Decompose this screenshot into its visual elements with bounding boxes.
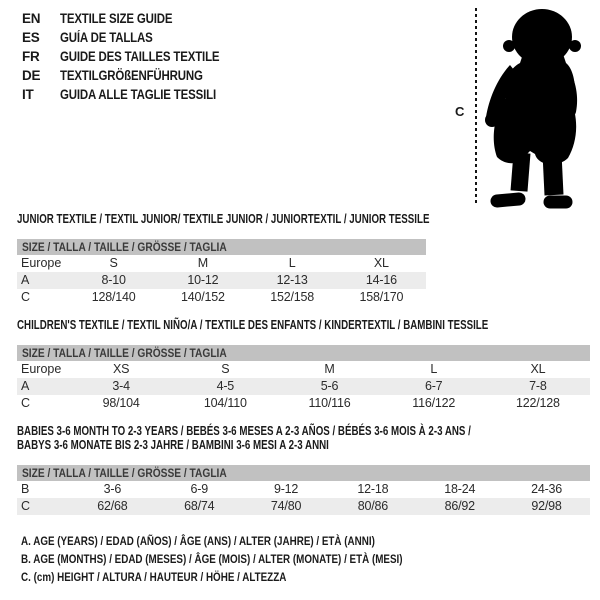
size-table-babies-textile [17, 424, 590, 515]
size-cell: 12-13 [276, 273, 308, 287]
table-row [17, 361, 590, 378]
size-cell: 18-24 [444, 482, 476, 496]
size-cell: 9-12 [273, 482, 299, 496]
note-line: A. AGE (YEARS) / EDAD (AÑOS) / ÂGE (ANS) / ALTER (JAHRE) / ETÀ (ANNI) [21, 534, 375, 548]
table-row [17, 378, 590, 395]
table-row [17, 481, 590, 498]
size-cell: XS [112, 362, 130, 376]
size-cell: 122/128 [516, 396, 560, 410]
size-header-bar [17, 345, 590, 361]
table-title [17, 212, 430, 226]
language-label: TEXTILE SIZE GUIDE [60, 11, 173, 26]
size-cell: 128/140 [91, 290, 136, 304]
size-header-label: SIZE / TALLA / TAILLE / GRÖSSE / TAGLIA [22, 466, 227, 480]
table-row [17, 272, 426, 289]
size-cell: XL [373, 256, 389, 270]
table-title [17, 424, 590, 452]
table-row [17, 498, 590, 515]
language-label: GUÍA DE TALLAS [60, 30, 153, 45]
language-label: GUIDE DES TAILLES TEXTILE [60, 49, 220, 64]
size-cell: 62/68 [97, 499, 128, 513]
row-label: C [21, 499, 31, 513]
size-cell: 110/116 [308, 396, 351, 410]
size-cell: S [109, 256, 118, 270]
row-label: C [21, 396, 31, 410]
table-title [17, 318, 590, 332]
row-label: C [21, 290, 31, 304]
note-line: C. (cm) HEIGHT / ALTURA / HAUTEUR / HÖHE / ALTEZZA [21, 570, 287, 584]
table-title-line: JUNIOR TEXTILE / TEXTIL JUNIOR/ TEXTILE JUNIOR / JUNIORTEXTIL / JUNIOR TESSILE [17, 212, 430, 226]
size-cell: 86/92 [444, 499, 475, 513]
language-code: EN [22, 11, 41, 26]
language-code: ES [22, 30, 40, 45]
size-cell: 12-18 [357, 482, 389, 496]
size-cell: 152/158 [270, 290, 315, 304]
size-header-bar [17, 465, 590, 481]
table-row [17, 255, 426, 272]
size-cell: 24-36 [531, 482, 563, 496]
size-cell: XL [530, 362, 546, 376]
size-cell: 140/152 [180, 290, 225, 304]
table-title-line: BABIES 3-6 MONTH TO 2-3 YEARS / BEBÉS 3-6 MESES A 2-3 AÑOS / BÉBÉS 3-6 MOIS À 2-3 ANS / [17, 424, 471, 438]
size-cell: 4-5 [216, 379, 235, 393]
size-cell: 104/110 [203, 396, 247, 410]
size-cell: 6-7 [424, 379, 443, 393]
size-cell: S [221, 362, 230, 376]
height-measure-dotted-line [475, 8, 477, 206]
size-cell: 158/170 [359, 290, 404, 304]
size-cell: 3-4 [112, 379, 130, 393]
language-item [22, 9, 248, 28]
size-cell: 14-16 [365, 273, 397, 287]
table-title-line: CHILDREN'S TEXTILE / TEXTIL NIÑO/A / TEXTILE DES ENFANTS / KINDERTEXTIL / BAMBINI TESSILE [17, 318, 489, 332]
language-label: TEXTILGRÖßENFÜHRUNG [60, 68, 203, 83]
table-title-line: BABYS 3-6 MONATE BIS 2-3 JAHRE / BAMBINI 3-6 MESI A 2-3 ANNI [17, 438, 329, 452]
size-cell: 3-6 [103, 482, 122, 496]
language-code: DE [22, 68, 41, 83]
size-cell: 98/104 [102, 396, 140, 410]
language-item [22, 85, 248, 104]
row-label: Europe [21, 256, 62, 270]
size-cell: 116/122 [412, 396, 456, 410]
size-header-label: SIZE / TALLA / TAILLE / GRÖSSE / TAGLIA [22, 346, 227, 360]
row-label: A [21, 273, 30, 287]
toddler-silhouette-image [480, 5, 595, 210]
table-row [17, 395, 590, 412]
size-cell: L [288, 256, 296, 270]
size-table-junior-textile [17, 212, 430, 306]
row-label: B [21, 482, 30, 496]
size-cell: 80/86 [357, 499, 389, 513]
size-cell: 92/98 [531, 499, 562, 513]
size-cell: 68/74 [184, 499, 215, 513]
language-item [22, 28, 248, 47]
size-header-label: SIZE / TALLA / TAILLE / GRÖSSE / TAGLIA [22, 240, 227, 254]
height-measure-label: C [455, 104, 465, 119]
language-code: IT [22, 87, 34, 102]
language-code: FR [22, 49, 40, 64]
table-row [17, 289, 426, 306]
size-cell: 10-12 [187, 273, 219, 287]
size-cell: 6-9 [190, 482, 208, 496]
size-cell: 7-8 [529, 379, 547, 393]
language-item [22, 47, 248, 66]
size-table-children-textile [17, 318, 590, 412]
size-cell: 8-10 [101, 273, 126, 287]
note-line: B. AGE (MONTHS) / EDAD (MESES) / ÂGE (MOIS) / ALTER (MONATE) / ETÀ (MESI) [21, 552, 403, 566]
size-cell: M [197, 256, 208, 270]
size-cell: L [430, 362, 438, 376]
language-list [22, 9, 248, 104]
size-cell: 5-6 [320, 379, 339, 393]
size-header-bar [17, 239, 426, 255]
row-label: A [21, 379, 30, 393]
size-cell: M [324, 362, 335, 376]
legend-notes [21, 532, 486, 586]
size-cell: 74/80 [270, 499, 302, 513]
row-label: Europe [21, 362, 62, 376]
language-item [22, 66, 248, 85]
language-label: GUIDA ALLE TAGLIE TESSILI [60, 87, 216, 102]
